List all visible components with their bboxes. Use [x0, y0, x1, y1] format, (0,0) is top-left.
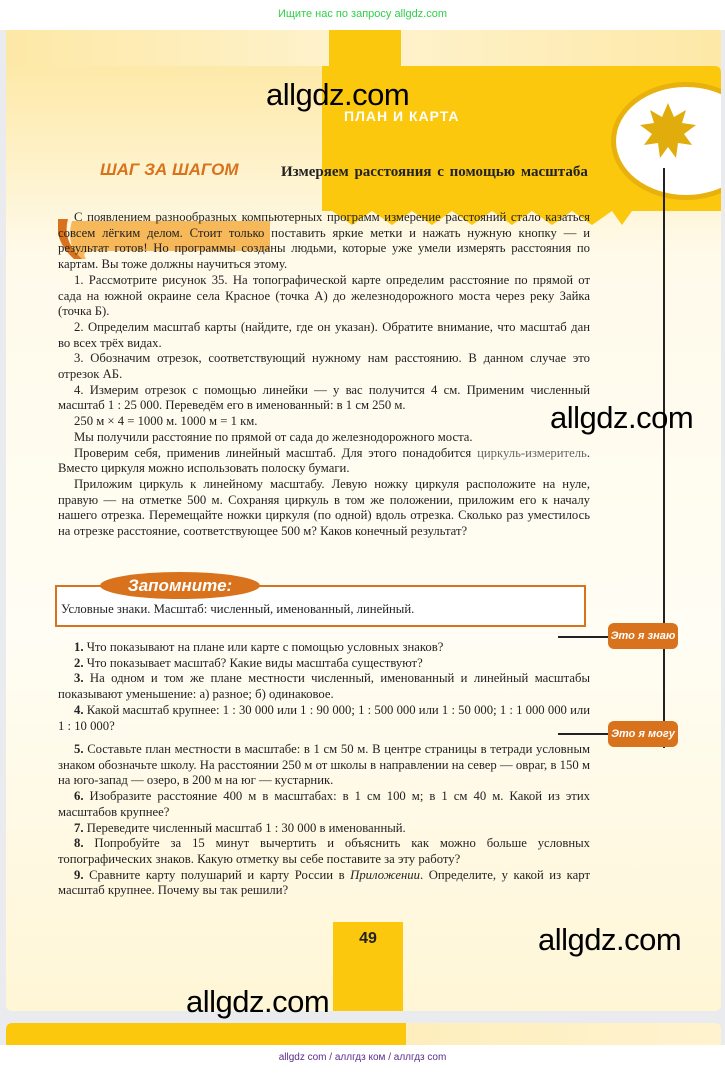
margin-line: [663, 168, 665, 748]
question: 2. Что показывает масштаб? Какие виды масштаба существуют?: [74, 655, 423, 670]
tag-i-can: Это я могу: [608, 721, 678, 747]
question: 9. Сравните карту полушарий и карту России в Приложении. Определите, у какой из карт масштаб крупнее. Почему вы так решили?: [58, 867, 590, 898]
remember-box: Условные знаки. Масштаб: численный, именованный, линейный.: [55, 585, 586, 627]
question: 4. Какой масштаб крупнее: 1 : 30 000 или 1 : 90 000; 1 : 500 000 или 1 : 50 000; 1 : 1 000 000 или 1 : 10 000?: [58, 702, 590, 733]
question: 5. Составьте план местности в масштабе: в 1 см 50 м. В центре страницы в тетради условным знаком обозначьте школу. На расстоянии 250 м от школы в направлении на север — овраг, в 150 м на юго-запад — озеро, в 200 м на юг — кустарник.: [58, 742, 591, 788]
questions-can: [58, 742, 590, 899]
paragraph: С появлением разнообразных компьютерных программ измерение расстояний стало казаться совсем лёгким делом. Стоит только поставить яркие метки и нажать нужную кнопку — и результат готов! Но программы созданы людьми, которые уже умели измерять расстояния по картам. Вы тоже должны научиться этому.: [58, 210, 590, 272]
watermark: allgdz.com: [538, 922, 682, 957]
step-label: ШАГ ЗА ШАГОМ: [100, 160, 239, 179]
remember-label: Запомните:: [100, 572, 260, 599]
link-allgdz-ru[interactable]: аллгдз ком: [334, 1052, 386, 1063]
tag-line: [558, 636, 614, 638]
questions-know: [58, 640, 590, 734]
separator: /: [388, 1052, 391, 1063]
paragraph: Мы получили расстояние по прямой от сада до железнодорожного моста.: [74, 429, 473, 444]
paragraph: 3. Обозначим отрезок, соответствующий нужному нам расстоянию. В данном случае это отрезок АБ.: [58, 351, 590, 382]
separator: /: [329, 1052, 333, 1063]
question: 1. Что показывают на плане или карте с помощью условных знаков?: [74, 640, 444, 654]
question: 3. На одном и том же плане местности численный, именованный и линейный масштабы показывают уменьшение: а) разное; б) одинаковое.: [58, 671, 590, 702]
question: 8. Попробуйте за 15 минут вычертить и объяснить как можно больше условных топографических знаков. Какую отметку вы себе поставите за эту работу?: [58, 836, 591, 866]
page-heading: Измеряем расстояния с помощью масштаба: [281, 164, 588, 180]
section-title: ПЛАН И КАРТА: [344, 108, 460, 124]
watermark: allgdz.com: [186, 984, 330, 1019]
lesson-text: [58, 210, 590, 540]
top-banner: Ищите нас по запросу allgdz.com: [0, 0, 725, 30]
bottom-links: [0, 1045, 725, 1076]
sun-star-icon: [638, 101, 698, 161]
link-allgdz[interactable]: allgdz com: [278, 1052, 327, 1063]
page-number: 49: [333, 922, 403, 1011]
paragraph: 1. Рассмотрите рисунок 35. На топографической карте определим расстояние по прямой от сада на южной окраине села Красное (точка А) до железнодорожного моста через реку Зайка (точка Б).: [58, 272, 590, 319]
link-allgdz-mixed[interactable]: аллгдз com: [393, 1052, 447, 1063]
question: 7. Переведите численный масштаб 1 : 30 000 в именованный.: [74, 820, 406, 835]
watermark: allgdz.com: [266, 77, 410, 112]
paragraph: 2. Определим масштаб карты (найдите, где он указан). Обратите внимание, что масштаб дан во всех трёх видах.: [58, 319, 590, 350]
paragraph: Проверим себя, применив линейный масштаб. Для этого понадобится циркуль-измеритель. Вместо циркуля можно использовать полоску бумаги.: [58, 445, 590, 476]
paragraph: 250 м × 4 = 1000 м. 1000 м = 1 км.: [74, 414, 258, 429]
paragraph: 4. Измерим отрезок с помощью линейки — у вас получится 4 см. Применим численный масштаб 1 : 25 000. Переведём его в именованный: в 1 см 250 м.: [58, 382, 591, 413]
question: 6. Изобразите расстояние 400 м в масштабах: в 1 см 100 м; в 1 см 40 м. Какой из этих масштабов крупнее?: [58, 789, 590, 819]
paragraph: Приложим циркуль к линейному масштабу. Левую ножку циркуля расположите на нуле, правую — на отметке 500 м. Сохраняя циркуль в том же положении, приложим его к началу нашего отрезка. Перемещайте ножки циркуля (по одной) вдоль отрезка. Сколько раз уместилось на отрезке расстояние, соответствующее 500 м? Каков конечный результат?: [58, 476, 590, 539]
tag-i-know: Это я знаю: [608, 623, 678, 649]
textbook-page: [6, 66, 721, 1011]
watermark: allgdz.com: [550, 400, 694, 435]
